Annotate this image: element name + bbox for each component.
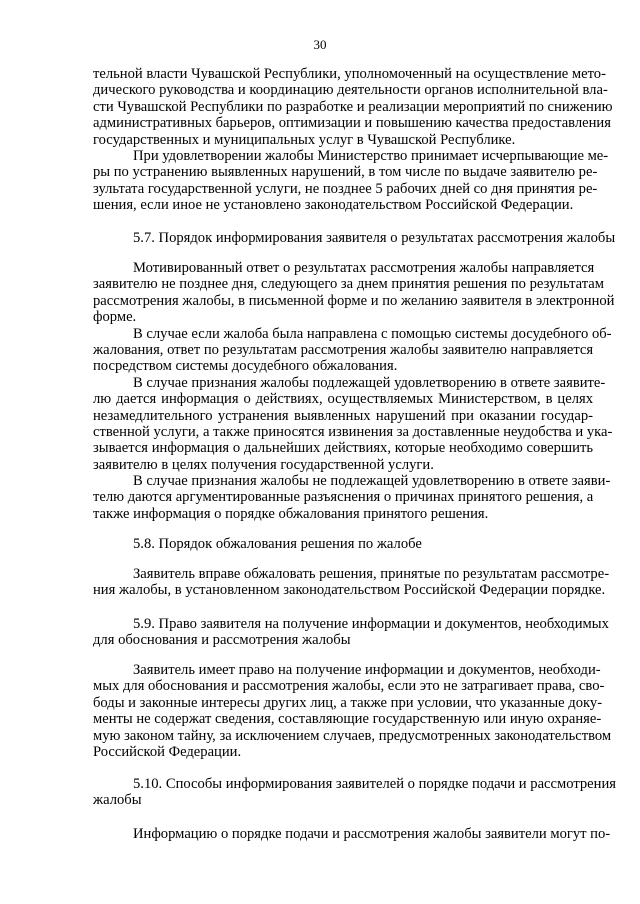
text-line: телю даются аргументированные разъяснения о причинах принятого решения, а (93, 489, 594, 506)
text-line: 5.7. Порядок информирования заявителя о результатах рассмотрения жалобы (133, 230, 616, 246)
paragraph-continuation (93, 66, 613, 214)
text-line: лю дается информация о действиях, осуществляемых Министерством, в целях (93, 391, 593, 408)
text-line: зультата государственной услуги, не позднее 5 рабочих дней со дня принятия ре- (93, 180, 598, 197)
text-line: зывается информация о дальнейших действиях, которые необходимо совершить (93, 440, 593, 457)
text-line: Информацию о порядке подачи и рассмотрения жалобы заявители могут по- (133, 826, 611, 842)
text-line: жалобы (93, 792, 142, 809)
text-line: боды и законные интересы других лиц, а также при условии, что указанные доку- (93, 694, 603, 711)
text-line: государственных и муниципальных услуг в Чувашской Республике. (93, 131, 516, 148)
text-line: форме. (93, 309, 137, 326)
text-line: ры по устранению выявленных нарушений, в том числе по выдаче заявителю ре- (93, 164, 598, 181)
heading-5-10 (93, 776, 616, 809)
section-5-7-body (93, 260, 615, 522)
text-line: При удовлетворении жалобы Министерство принимает исчерпывающие ме- (133, 147, 609, 164)
text-line: сти Чувашской Республики по разработке и реализации мероприятий по снижению (93, 98, 613, 115)
text-line: Заявитель вправе обжаловать решения, принятые по результатам рассмотре- (133, 566, 610, 582)
text-line: В случае признания жалобы не подлежащей удовлетворению в ответе заяви- (133, 473, 611, 490)
text-line: Заявитель имеет право на получение информации и документов, необходи- (133, 662, 601, 678)
text-line: 5.9. Право заявителя на получение информации и документов, необходимых (133, 616, 609, 632)
section-5-10-body (93, 826, 611, 842)
text-line: мых для обоснования и рассмотрения жалобы, если это не затрагивает права, сво- (93, 678, 605, 695)
text-line: В случае признания жалобы подлежащей удовлетворению в ответе заявите- (133, 374, 606, 391)
text-line: рассмотрения жалобы, в письменной форме и по желанию заявителя в электронной (93, 292, 615, 309)
section-5-9-body (93, 662, 612, 760)
heading-5-7 (93, 230, 616, 246)
text-line: ния жалобы, в установленном законодательством Российской Федерации порядке. (93, 582, 606, 599)
section-5-8-body (93, 566, 610, 599)
text-line: 5.8. Порядок обжалования решения по жалобе (133, 536, 422, 552)
heading-5-9 (93, 616, 609, 649)
page-number: 30 (313, 37, 327, 52)
text-line: Российской Федерации. (93, 743, 242, 760)
text-line: незамедлительного устранения выявленных нарушений при оказании государ- (93, 407, 593, 424)
text-line: В случае если жалоба была направлена с помощью системы досудебного об- (133, 325, 612, 342)
text-line: Мотивированный ответ о результатах рассмотрения жалобы направляется (133, 260, 595, 276)
text-line: мую законом тайну, за исключением случаев, предусмотренных законодательством (93, 727, 612, 744)
text-line: заявителю не позднее дня, следующего за днем принятия решения по результатам (93, 276, 604, 293)
text-line: посредством системы досудебного обжалования. (93, 358, 398, 375)
text-line: менты не содержат сведения, составляющие государственную или иную охраняе- (93, 711, 602, 728)
text-line: ственной услуги, а также приносятся извинения за доставленные неудобства и ука- (93, 423, 613, 440)
heading-5-8 (93, 536, 593, 552)
text-line: жалования, ответ по результатам рассмотрения жалобы заявителю направляется (93, 341, 594, 358)
text-line: 5.10. Способы информирования заявителей о порядке подачи и рассмотрения (133, 776, 616, 792)
text-line: дического руководства и координацию деятельности органов исполнительной вла- (93, 82, 608, 99)
text-line: для обоснования и рассмотрения жалобы (93, 632, 351, 649)
text-line: шения, если иное не установлено законодательством Российской Федерации. (93, 197, 574, 214)
text-line: также информация о порядке обжалования принятого решения. (93, 505, 489, 522)
text-line: административных барьеров, оптимизации и повышению качества предоставления (93, 115, 611, 132)
text-line: тельной власти Чувашской Республики, уполномоченный на осуществление мето- (93, 66, 606, 82)
text-line: заявителю в целях получения государственной услуги. (93, 456, 434, 473)
